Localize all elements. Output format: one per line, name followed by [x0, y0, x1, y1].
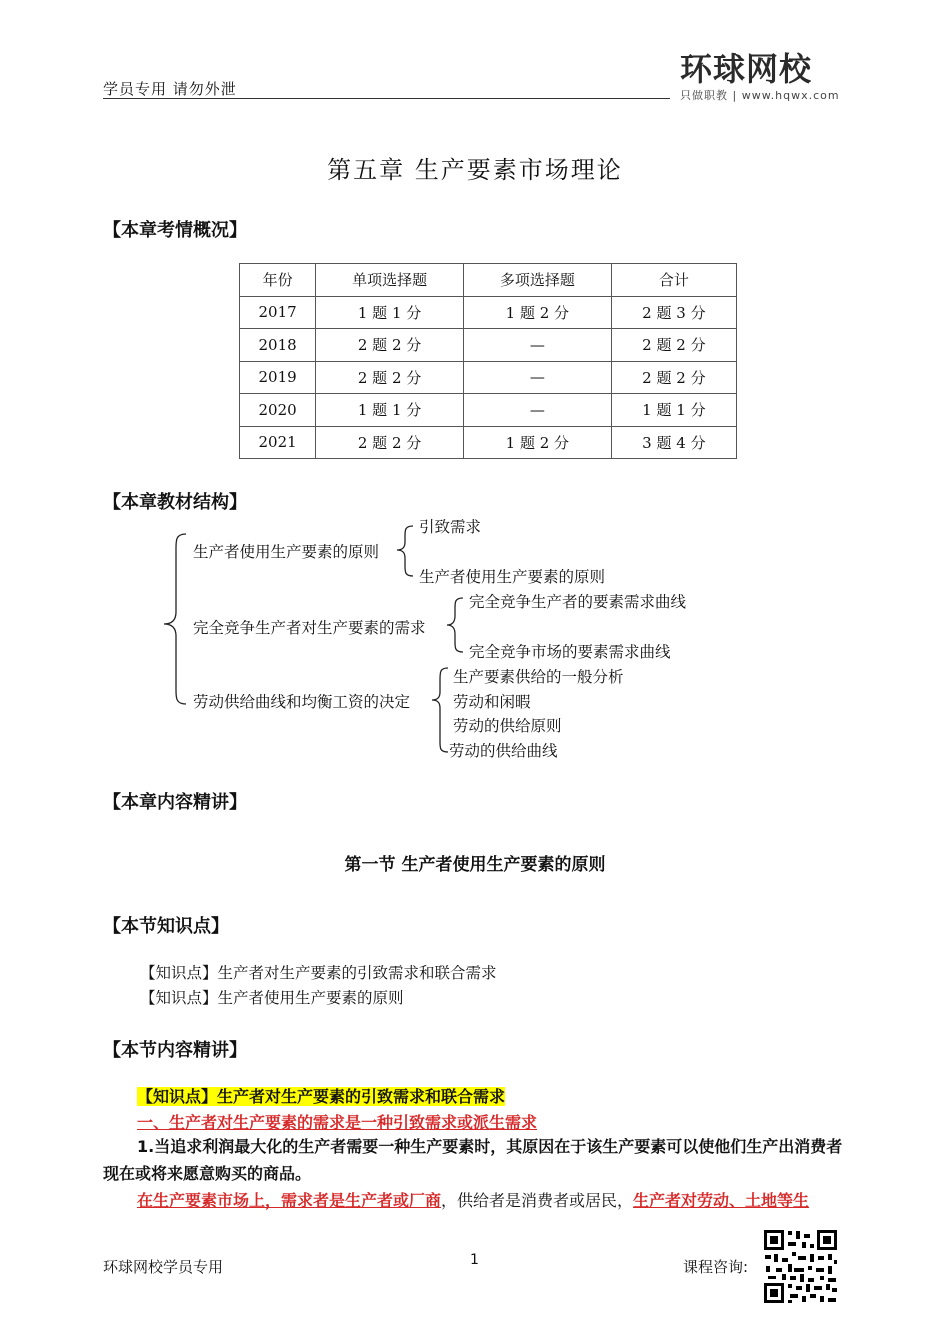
tree-node-level1: 完全竞争生产者对生产要素的需求 — [193, 619, 426, 637]
red-emphasis-text: 生产者对劳动、土地等生 — [633, 1191, 810, 1210]
logo-main-text: 环球网校 — [680, 50, 813, 88]
table-cell: 1 题 2 分 — [463, 296, 611, 329]
brace-group-3 — [432, 668, 448, 752]
table-cell: 2019 — [240, 361, 316, 394]
brace-group-2 — [447, 598, 463, 652]
table-header-cell: 合计 — [611, 264, 736, 297]
table-cell: 2 题 2 分 — [316, 329, 464, 362]
table-cell: 2021 — [240, 426, 316, 459]
tree-node-level2: 生产者使用生产要素的原则 — [419, 568, 606, 586]
footer-consult-label: 课程咨询: — [683, 1258, 749, 1276]
section-heading-structure: 【本章教材结构】 — [103, 492, 247, 513]
red-underlined-subheading: 一、生产者对生产要素的需求是一种引致需求或派生需求 — [137, 1113, 538, 1132]
table-cell: 2 题 2 分 — [611, 361, 736, 394]
highlighted-kp-title: 【知识点】生产者对生产要素的引致需求和联合需求 — [137, 1087, 506, 1106]
paragraph-2 — [137, 1187, 809, 1214]
tree-node-level2: 劳动和闲暇 — [453, 693, 531, 711]
tree-node-level2: 劳动的供给原则 — [453, 717, 562, 735]
table-header-cell: 年份 — [240, 264, 316, 297]
tree-node-level2: 完全竞争生产者的要素需求曲线 — [469, 593, 687, 611]
table-cell: — — [463, 329, 611, 362]
knowledge-point-item: 【知识点】生产者使用生产要素的原则 — [140, 989, 404, 1007]
table-header-cell: 单项选择题 — [316, 264, 464, 297]
table-cell: 1 题 1 分 — [316, 394, 464, 427]
knowledge-point-heading — [137, 1084, 505, 1107]
table-cell: 3 题 4 分 — [611, 426, 736, 459]
section-heading-content: 【本章内容精讲】 — [103, 792, 247, 813]
section-title: 第一节 生产者使用生产要素的原则 — [344, 855, 606, 875]
main-brace — [164, 534, 186, 704]
tree-node-level2: 引致需求 — [419, 518, 482, 536]
table-cell: 2017 — [240, 296, 316, 329]
header-confidential-text: 学员专用 请勿外泄 — [103, 80, 237, 98]
brace-group-1 — [397, 526, 413, 576]
tree-node-level1: 劳动供给曲线和均衡工资的决定 — [193, 693, 411, 711]
section-heading-section-content: 【本节内容精讲】 — [103, 1040, 247, 1061]
logo-tagline: 只做职教 | www.hqwx.com — [680, 89, 840, 102]
table-cell: 2 题 3 分 — [611, 296, 736, 329]
red-emphasis-text: 在生产要素市场上，需求者是生产者或厂商 — [137, 1191, 442, 1210]
qr-code-icon — [762, 1228, 839, 1305]
subheading — [137, 1110, 537, 1133]
table-cell: — — [463, 361, 611, 394]
table-header-cell: 多项选择题 — [463, 264, 611, 297]
table-cell: 2 题 2 分 — [316, 361, 464, 394]
table-cell: 1 题 1 分 — [316, 296, 464, 329]
plain-text: ，供给者是消费者或居民， — [441, 1191, 634, 1210]
paragraph-1: 1.当追求利润最大化的生产者需要一种生产要素时，其原因在于该生产要素可以使他们生产出消费者现在或将来愿意购买的商品。 — [103, 1137, 843, 1183]
section-heading-exam-overview: 【本章考情概况】 — [103, 220, 247, 241]
table-cell: 2 题 2 分 — [316, 426, 464, 459]
footer-left-text: 环球网校学员专用 — [103, 1258, 224, 1276]
table-cell: 2018 — [240, 329, 316, 362]
table-cell: 2 题 2 分 — [611, 329, 736, 362]
tree-node-level1: 生产者使用生产要素的原则 — [193, 543, 380, 561]
table-cell: 2020 — [240, 394, 316, 427]
section-heading-knowledge-points: 【本节知识点】 — [103, 916, 229, 937]
chapter-title: 第五章 生产要素市场理论 — [327, 156, 623, 184]
table-cell: 1 题 2 分 — [463, 426, 611, 459]
table-cell: 1 题 1 分 — [611, 394, 736, 427]
tree-node-level2: 劳动的供给曲线 — [449, 742, 558, 760]
tree-node-level2: 完全竞争市场的要素需求曲线 — [469, 643, 671, 661]
tree-node-level2: 生产要素供给的一般分析 — [453, 668, 624, 686]
page-number: 1 — [470, 1252, 479, 1268]
table-cell: — — [463, 394, 611, 427]
knowledge-point-item: 【知识点】生产者对生产要素的引致需求和联合需求 — [140, 964, 497, 982]
